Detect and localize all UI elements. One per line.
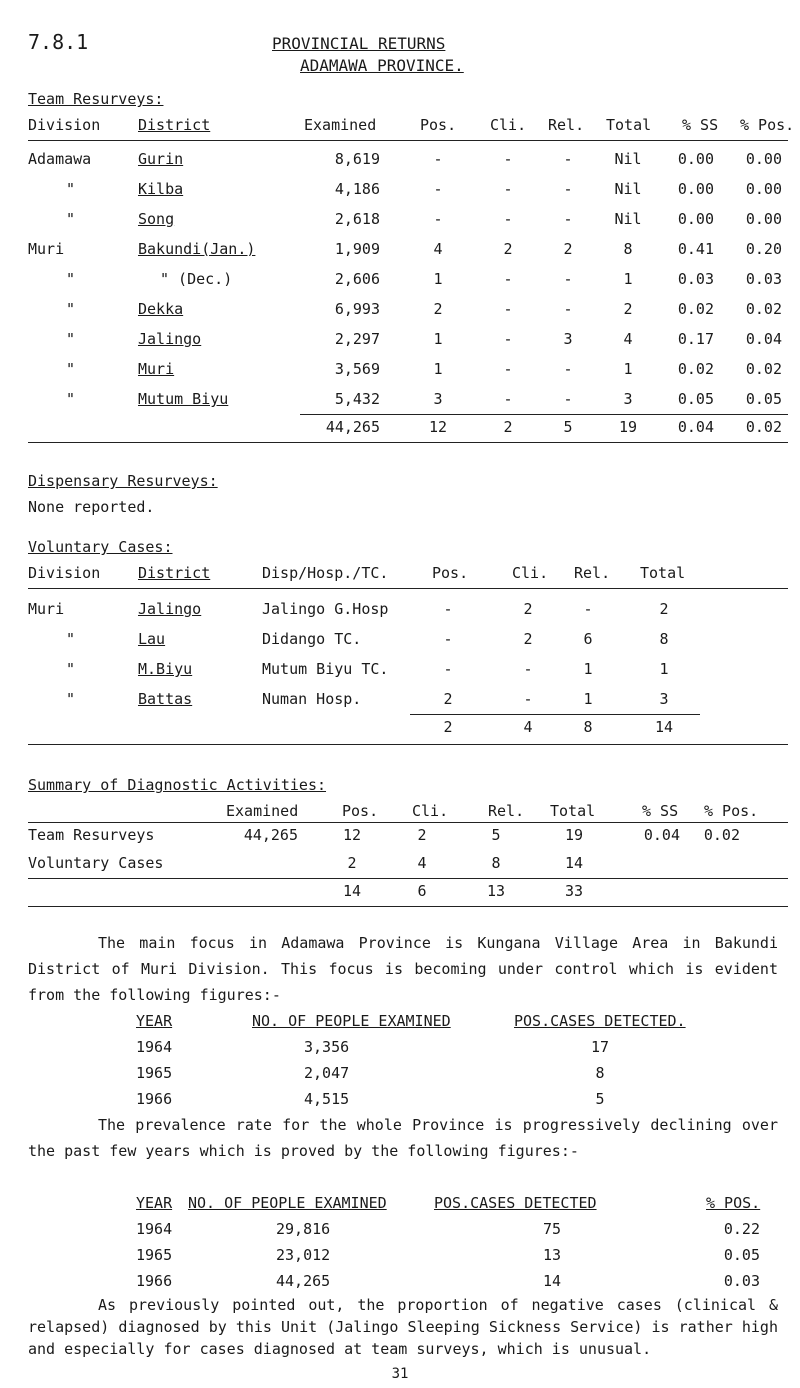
cell-rel: - — [583, 600, 593, 618]
header-facility: Disp/Hosp./TC. — [262, 564, 389, 582]
cell-cli: - — [503, 330, 513, 348]
cell-division: " — [66, 330, 76, 348]
cell-district: Bakundi(Jan.) — [138, 240, 256, 258]
cell-rel: 3 — [563, 330, 573, 348]
cell-examined: 44,265 — [276, 1272, 331, 1290]
cell-rel: - — [563, 150, 573, 168]
table-row — [0, 1038, 800, 1058]
cell-division: Muri — [28, 600, 65, 618]
total-pct-pos: 0.02 — [745, 418, 782, 436]
cell-facility: Mutum Biyu TC. — [262, 660, 389, 678]
cell-district: Mutum Biyu — [138, 390, 229, 408]
cell-total: 4 — [623, 330, 633, 348]
dispensary-resurveys-text: None reported. — [28, 498, 155, 516]
cell-cli: - — [523, 660, 533, 678]
header-year: YEAR — [136, 1012, 173, 1030]
cell-pct-pos: 0.02 — [703, 826, 740, 844]
cell-total: Nil — [614, 180, 642, 198]
cell-pos: - — [433, 150, 443, 168]
cell-facility: Numan Hosp. — [262, 690, 362, 708]
table-row — [0, 330, 800, 350]
cell-examined: 44,265 — [243, 826, 298, 844]
header-total: Total — [550, 802, 596, 820]
cell-pct-pos: 0.20 — [745, 240, 782, 258]
cell-total: Nil — [614, 150, 642, 168]
document-subtitle: ADAMAWA PROVINCE. — [300, 56, 464, 75]
cell-rel: - — [563, 270, 573, 288]
summary-header-rule — [28, 822, 788, 823]
cell-cli: - — [503, 180, 513, 198]
focus-table-header — [0, 1012, 800, 1032]
table-row — [0, 240, 800, 260]
section-number: 7.8.1 — [28, 30, 89, 54]
cell-pos-cases: 14 — [542, 1272, 562, 1290]
cell-pos-cases: 17 — [590, 1038, 610, 1056]
team-resurveys-heading: Team Resurveys: — [28, 90, 164, 108]
total-total: 19 — [618, 418, 638, 436]
cell-examined: 3,569 — [334, 360, 380, 378]
cell-examined: 2,618 — [334, 210, 380, 228]
summary-subtotal-rule — [28, 878, 788, 879]
header-pct-pos: % POS. — [706, 1194, 761, 1212]
cell-rel: 6 — [583, 630, 593, 648]
cell-examined: 23,012 — [276, 1246, 331, 1264]
cell-district: Gurin — [138, 150, 184, 168]
cell-cli: - — [523, 690, 533, 708]
header-pos: Pos. — [420, 116, 457, 134]
cell-pos-cases: 8 — [595, 1064, 605, 1082]
cell-year: 1966 — [136, 1272, 173, 1290]
header-cli: Cli. — [490, 116, 527, 134]
total-pct-ss: 0.04 — [677, 418, 714, 436]
cell-pct-ss: 0.00 — [677, 150, 714, 168]
table-row — [0, 360, 800, 380]
cell-pct-pos: 0.02 — [745, 360, 782, 378]
table-row — [0, 690, 800, 710]
cell-total: 3 — [659, 690, 669, 708]
header-pos-cases: POS.CASES DETECTED. — [514, 1012, 686, 1030]
header-pct-pos: % Pos. — [740, 116, 795, 134]
header-examined: Examined — [304, 116, 377, 134]
cell-total: 19 — [564, 826, 584, 844]
cell-total: Nil — [614, 210, 642, 228]
table-row — [0, 150, 800, 170]
cell-cli: - — [503, 300, 513, 318]
cell-cli: 4 — [417, 854, 427, 872]
cell-pct-ss: 0.02 — [677, 300, 714, 318]
header-cli: Cli. — [512, 564, 549, 582]
cell-rel: - — [563, 210, 573, 228]
cell-examined: 29,816 — [276, 1220, 331, 1238]
paragraph-prevalence: The prevalence rate for the whole Province is progressively declining over the past few years which is proved by the following figures:- — [28, 1116, 778, 1160]
voluntary-header-rule — [28, 588, 788, 589]
cell-label: Voluntary Cases — [28, 854, 164, 872]
total-pos: 12 — [428, 418, 448, 436]
table-row — [0, 1246, 800, 1266]
table-row — [0, 826, 800, 846]
cell-pct-ss: 0.41 — [677, 240, 714, 258]
cell-pct-pos: 0.03 — [723, 1272, 760, 1290]
cell-district: Kilba — [138, 180, 184, 198]
cell-rel: 5 — [491, 826, 501, 844]
cell-division: " — [66, 270, 76, 288]
table-row — [0, 1272, 800, 1292]
cell-pos-cases: 5 — [595, 1090, 605, 1108]
cell-examined: 6,993 — [334, 300, 380, 318]
total-rel: 5 — [563, 418, 573, 436]
summary-bottom-rule — [28, 906, 788, 907]
cell-pct-ss: 0.04 — [643, 826, 680, 844]
table-row — [0, 600, 800, 620]
table-row — [0, 630, 800, 650]
voluntary-totals-row — [0, 718, 800, 738]
header-pct-ss: % SS — [642, 802, 679, 820]
total-rel: 8 — [583, 718, 593, 736]
header-district: District — [138, 564, 211, 582]
cell-pct-pos: 0.00 — [745, 210, 782, 228]
cell-pos: - — [433, 180, 443, 198]
cell-cli: 2 — [523, 600, 533, 618]
cell-district: Lau — [138, 630, 166, 648]
total-total: 14 — [654, 718, 674, 736]
cell-year: 1965 — [136, 1246, 173, 1264]
table-row — [0, 390, 800, 410]
summary-totals-row — [0, 882, 800, 902]
cell-pct-pos: 0.00 — [745, 150, 782, 168]
cell-rel: - — [563, 360, 573, 378]
team-resurveys-header-rule — [28, 140, 788, 141]
cell-pct-ss: 0.17 — [677, 330, 714, 348]
team-resurveys-subtotal-rule — [300, 414, 788, 415]
cell-district: Battas — [138, 690, 193, 708]
cell-district: Jalingo — [138, 600, 202, 618]
cell-cli: - — [503, 360, 513, 378]
cell-total: 14 — [564, 854, 584, 872]
cell-year: 1964 — [136, 1220, 173, 1238]
cell-total: 1 — [659, 660, 669, 678]
table-row — [0, 210, 800, 230]
cell-pos: 12 — [342, 826, 362, 844]
header-rel: Rel. — [488, 802, 525, 820]
header-pct-pos: % Pos. — [704, 802, 759, 820]
cell-rel: - — [563, 390, 573, 408]
header-pos: Pos. — [342, 802, 379, 820]
cell-total: 8 — [623, 240, 633, 258]
total-pos: 2 — [443, 718, 453, 736]
table-row — [0, 1090, 800, 1110]
cell-year: 1964 — [136, 1038, 173, 1056]
summary-heading: Summary of Diagnostic Activities: — [28, 776, 327, 794]
cell-year: 1966 — [136, 1090, 173, 1108]
cell-division: Adamawa — [28, 150, 92, 168]
cell-total: 1 — [623, 270, 633, 288]
paragraph-negative-cases: As previously pointed out, the proportion of negative cases (clinical & relapsed) diagnosed by this Unit (Jalingo Sleeping Sickness Service) is rather high and especially for cases diagnosed at team surveys, which is unusual. — [28, 1296, 778, 1358]
cell-total: 2 — [623, 300, 633, 318]
cell-pct-pos: 0.03 — [745, 270, 782, 288]
cell-pos: 1 — [433, 330, 443, 348]
table-row — [0, 1220, 800, 1240]
cell-division: " — [66, 210, 76, 228]
header-examined: Examined — [226, 802, 299, 820]
cell-pct-pos: 0.05 — [723, 1246, 760, 1264]
team-resurveys-totals-row — [0, 418, 800, 438]
table-row — [0, 1064, 800, 1084]
cell-division: " — [66, 690, 76, 708]
table-row — [0, 270, 800, 290]
cell-division: " — [66, 660, 76, 678]
header-pct-ss: % SS — [682, 116, 719, 134]
header-total: Total — [606, 116, 652, 134]
cell-pct-ss: 0.05 — [677, 390, 714, 408]
cell-pct-pos: 0.04 — [745, 330, 782, 348]
cell-district: Muri — [138, 360, 175, 378]
header-year: YEAR — [136, 1194, 173, 1212]
cell-pos: 1 — [433, 360, 443, 378]
cell-examined: 2,047 — [304, 1064, 350, 1082]
header-division: Division — [28, 116, 101, 134]
cell-pct-ss: 0.00 — [677, 180, 714, 198]
cell-district: Jalingo — [138, 330, 202, 348]
cell-rel: - — [563, 300, 573, 318]
cell-pos: 1 — [433, 270, 443, 288]
cell-pct-pos: 0.00 — [745, 180, 782, 198]
cell-pct-pos: 0.02 — [745, 300, 782, 318]
page-number: 31 — [391, 1366, 409, 1382]
cell-facility: Jalingo G.Hosp — [262, 600, 389, 618]
cell-pos: 2 — [433, 300, 443, 318]
total-examined: 44,265 — [325, 418, 380, 436]
summary-header-row — [0, 802, 800, 822]
cell-pos: - — [443, 600, 453, 618]
cell-cli: 2 — [523, 630, 533, 648]
cell-total: 3 — [623, 390, 633, 408]
cell-cli: - — [503, 210, 513, 228]
cell-rel: 8 — [491, 854, 501, 872]
table-row — [0, 854, 800, 874]
cell-cli: - — [503, 150, 513, 168]
cell-examined: 4,515 — [304, 1090, 350, 1108]
dispensary-resurveys-heading: Dispensary Resurveys: — [28, 472, 218, 490]
cell-cli: 2 — [417, 826, 427, 844]
cell-district: " (Dec.) — [160, 270, 233, 288]
cell-rel: 1 — [583, 660, 593, 678]
cell-division: " — [66, 630, 76, 648]
total-total: 33 — [564, 882, 584, 900]
cell-district: Song — [138, 210, 175, 228]
cell-examined: 1,909 — [334, 240, 380, 258]
cell-pct-ss: 0.03 — [677, 270, 714, 288]
cell-division: " — [66, 180, 76, 198]
voluntary-header-row — [0, 564, 800, 584]
total-rel: 13 — [486, 882, 506, 900]
cell-pos: 4 — [433, 240, 443, 258]
cell-pct-pos: 0.22 — [723, 1220, 760, 1238]
cell-district: M.Biyu — [138, 660, 193, 678]
cell-pct-ss: 0.02 — [677, 360, 714, 378]
table-row — [0, 300, 800, 320]
cell-examined: 2,297 — [334, 330, 380, 348]
cell-total: 8 — [659, 630, 669, 648]
total-cli: 2 — [503, 418, 513, 436]
cell-division: Muri — [28, 240, 65, 258]
voluntary-bottom-rule — [28, 744, 788, 745]
header-total: Total — [640, 564, 686, 582]
cell-total: 1 — [623, 360, 633, 378]
voluntary-subtotal-rule — [410, 714, 700, 715]
header-examined: NO. OF PEOPLE EXAMINED — [252, 1012, 451, 1030]
cell-pos: 2 — [443, 690, 453, 708]
header-rel: Rel. — [574, 564, 611, 582]
header-examined: NO. OF PEOPLE EXAMINED — [188, 1194, 387, 1212]
table-row — [0, 180, 800, 200]
cell-facility: Didango TC. — [262, 630, 362, 648]
total-pos: 14 — [342, 882, 362, 900]
cell-division: " — [66, 360, 76, 378]
cell-examined: 2,606 — [334, 270, 380, 288]
cell-rel: - — [563, 180, 573, 198]
cell-rel: 1 — [583, 690, 593, 708]
cell-cli: - — [503, 270, 513, 288]
total-cli: 6 — [417, 882, 427, 900]
header-cli: Cli. — [412, 802, 449, 820]
paragraph-main-focus: The main focus in Adamawa Province is Kungana Village Area in Bakundi District of Muri Division. This focus is becoming under control which is evident from the following figures:- — [28, 934, 778, 1004]
cell-total: 2 — [659, 600, 669, 618]
cell-year: 1965 — [136, 1064, 173, 1082]
cell-pos: - — [443, 630, 453, 648]
cell-pos: - — [433, 210, 443, 228]
header-pos-cases: POS.CASES DETECTED — [434, 1194, 597, 1212]
voluntary-cases-heading: Voluntary Cases: — [28, 538, 173, 556]
cell-cli: - — [503, 390, 513, 408]
cell-pos: - — [443, 660, 453, 678]
header-rel: Rel. — [548, 116, 585, 134]
table-row — [0, 660, 800, 680]
cell-examined: 8,619 — [334, 150, 380, 168]
cell-pos-cases: 13 — [542, 1246, 562, 1264]
cell-examined: 5,432 — [334, 390, 380, 408]
cell-division: " — [66, 390, 76, 408]
cell-examined: 3,356 — [304, 1038, 350, 1056]
header-pos: Pos. — [432, 564, 469, 582]
cell-pct-pos: 0.05 — [745, 390, 782, 408]
total-cli: 4 — [523, 718, 533, 736]
team-resurveys-bottom-rule — [28, 442, 788, 443]
cell-cli: 2 — [503, 240, 513, 258]
header-district: District — [138, 116, 211, 134]
prevalence-table-header — [0, 1194, 800, 1214]
header-division: Division — [28, 564, 101, 582]
cell-rel: 2 — [563, 240, 573, 258]
document-title: PROVINCIAL RETURNS — [272, 34, 446, 53]
cell-pos-cases: 75 — [542, 1220, 562, 1238]
cell-pct-ss: 0.00 — [677, 210, 714, 228]
cell-pos: 3 — [433, 390, 443, 408]
cell-label: Team Resurveys — [28, 826, 155, 844]
cell-division: " — [66, 300, 76, 318]
team-resurveys-header-row — [0, 116, 800, 136]
cell-pos: 2 — [347, 854, 357, 872]
cell-district: Dekka — [138, 300, 184, 318]
cell-examined: 4,186 — [334, 180, 380, 198]
